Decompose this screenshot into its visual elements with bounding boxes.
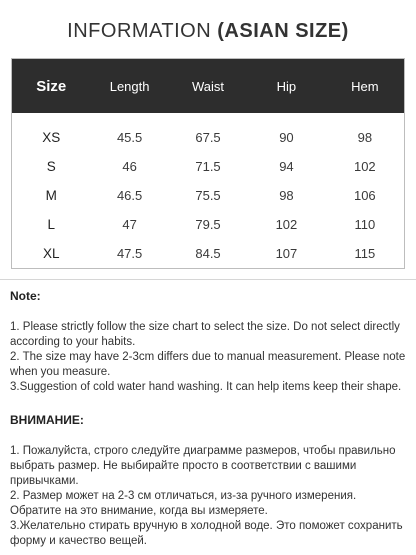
note-item-en: 2. The size may have 2-3cm differs due to manual measurement. Please note when you measure. xyxy=(10,351,406,378)
table-row xyxy=(12,210,404,239)
note-item-ru: 1. Пожалуйста, строго следуйте диаграмме размеров, чтобы правильно выбрать размер. Не выбирайте просто в соответствии с вашими привычками. xyxy=(10,445,396,487)
cell-waist: 79.5 xyxy=(195,217,221,232)
header-hip: Hip xyxy=(276,78,297,94)
table-row xyxy=(12,123,404,152)
cell-length: 46 xyxy=(122,159,137,174)
cell-hem: 102 xyxy=(353,159,376,174)
size-table xyxy=(11,58,405,269)
cell-length: 47.5 xyxy=(116,246,143,261)
cell-size: XS xyxy=(42,130,61,145)
note-heading-ru: ВНИМАНИЕ: xyxy=(10,413,84,427)
cell-hem: 98 xyxy=(357,130,373,145)
table-row xyxy=(12,239,404,268)
note-item-ru: 3.Желательно стирать вручную в холодной воде. Это поможет сохранить форму и качество вещей. xyxy=(10,520,403,547)
table-body xyxy=(12,113,404,268)
section-divider xyxy=(0,279,416,280)
cell-length: 47 xyxy=(122,217,137,232)
cell-waist: 84.5 xyxy=(195,246,221,261)
cell-hip: 94 xyxy=(279,159,294,174)
cell-length: 45.5 xyxy=(116,130,143,145)
cell-hem: 115 xyxy=(354,246,376,261)
cell-hem: 106 xyxy=(353,188,376,203)
cell-size: S xyxy=(46,159,56,174)
cell-length: 46.5 xyxy=(116,188,143,203)
header-waist: Waist xyxy=(192,78,225,94)
table-row xyxy=(12,181,404,210)
note-heading-en: Note: xyxy=(10,289,41,303)
cell-waist: 67.5 xyxy=(195,130,221,145)
cell-hem: 110 xyxy=(354,217,376,232)
cell-hip: 107 xyxy=(275,246,298,261)
cell-waist: 75.5 xyxy=(195,188,221,203)
cell-size: XL xyxy=(42,246,60,261)
cell-size: M xyxy=(45,188,57,203)
cell-size: L xyxy=(47,217,55,232)
header-hem: Hem xyxy=(351,78,379,94)
cell-waist: 71.5 xyxy=(195,159,221,174)
header-length: Length xyxy=(109,78,150,94)
notes-section xyxy=(10,289,410,549)
section-gap xyxy=(10,395,410,413)
table-header-row xyxy=(12,59,404,113)
note-item-en: 3.Suggestion of cold water hand washing. It can help items keep their shape. xyxy=(10,381,402,393)
cell-hip: 98 xyxy=(279,188,294,203)
title-main: INFORMATION xyxy=(67,20,212,42)
note-item-en: 1. Please strictly follow the size chart to select the size. Do not select directly according to your habits. xyxy=(10,321,400,348)
title-size-system: (ASIAN SIZE) xyxy=(217,20,349,42)
note-item-ru: 2. Размер может на 2-3 см отличаться, из-за ручного измерения. Обратите на это внимание, когда вы измеряете. xyxy=(10,490,357,517)
page-title xyxy=(0,20,416,43)
table-row xyxy=(12,152,404,181)
cell-hip: 102 xyxy=(275,217,298,232)
header-size: Size xyxy=(36,77,67,95)
cell-hip: 90 xyxy=(279,130,294,145)
